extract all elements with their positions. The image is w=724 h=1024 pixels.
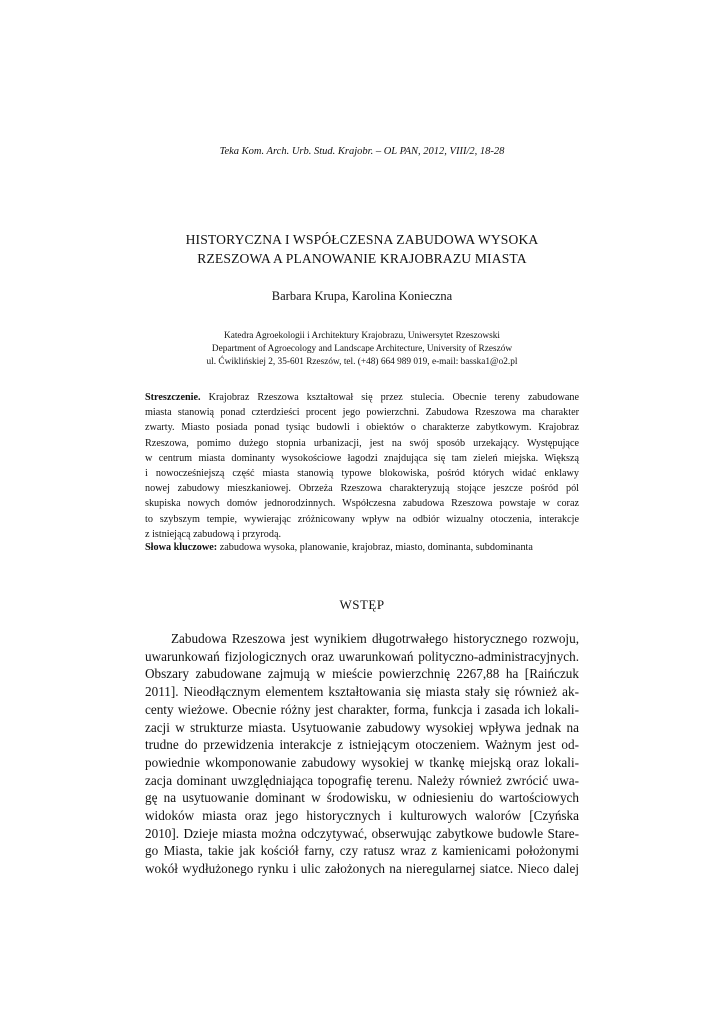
abstract xyxy=(145,390,579,542)
body-line: 2010]. Dzieje miasta można odczytywać, obserwując zabytkowe budowle Stare- xyxy=(145,825,579,841)
abstract-line: w centrum miasta dominanty wysokościowe łagodzi znajdująca się tam zieleń miejska. Większą xyxy=(145,452,579,464)
abstract-line: zwarty. Miasto posiada ponad tysiąc budowli i obiektów o charakterze zabytkowym. Krajobraz xyxy=(145,422,579,434)
affiliation-line-2: Department of Agroecology and Landscape Architecture, University of Rzeszów xyxy=(211,344,513,354)
body-line: go Miasta, takie jak kościół farny, czy ratusz wraz z kamienicami położonymi xyxy=(145,843,579,859)
body-line: trudne do przewidzenia interakcje z istniejącym otoczeniem. Ważnym jest od- xyxy=(145,737,579,753)
body-line: zacji w strukturze miasta. Usytuowanie zabudowy wysokiej wpływa jednak na xyxy=(145,719,579,735)
body-line: powiednie wkomponowanie zabudowy wysokiej w tkankę miejską oraz lokali- xyxy=(145,754,579,770)
article-title-line-1: HISTORYCZNA I WSPÓŁCZESNA ZABUDOWA WYSOKA xyxy=(185,232,539,247)
affiliation xyxy=(0,330,724,369)
keywords-text: zabudowa wysoka, planowanie, krajobraz, miasto, dominanta, subdominanta xyxy=(217,542,533,553)
body-line: gę na usytuowanie dominant w środowisku, w odniesieniu do wartościowych xyxy=(145,790,579,806)
body-line: wokół wydłużonego rynku i ulic założonych na nieregularnej siatce. Nieco dalej xyxy=(145,861,579,877)
abstract-line: z istniejącą zabudową i przyrodą. xyxy=(145,528,282,540)
body-paragraph xyxy=(145,630,579,878)
section-heading: WSTĘP xyxy=(339,597,385,612)
keywords-label: Słowa kluczowe: xyxy=(145,542,218,553)
body-line: widoków miasta oraz jego historycznych i kulturowych walorów [Czyńska xyxy=(145,808,579,824)
body-line: uwarunkowań fizjologicznych oraz uwarunkowań polityczno-administracyjnych. xyxy=(145,648,579,664)
body-line: centy wieżowe. Obecnie różny jest charakter, forma, funkcja i zasada ich lokali- xyxy=(145,701,579,717)
authors: Barbara Krupa, Karolina Konieczna xyxy=(271,289,453,303)
abstract-label: Streszczenie. xyxy=(145,392,201,403)
article-title-line-2: RZESZOWA A PLANOWANIE KRAJOBRAZU MIASTA xyxy=(197,251,527,266)
body-line: Obszary zabudowane zajmują w mieście powierzchnię 2267,88 ha [Raińczuk xyxy=(145,666,579,682)
journal-header: Teka Kom. Arch. Urb. Stud. Krajobr. – OL PAN, 2012, VIII/2, 18-28 xyxy=(219,146,505,157)
abstract-line: to szybszym tempie, wywierając zróżnicowany wpływ na odbiór wizualny otoczenia, interakcje xyxy=(145,513,579,525)
article-title xyxy=(100,230,624,268)
body-line: 2011]. Nieodłącznym elementem kształtowania się miasta stały się również ak- xyxy=(145,684,579,700)
abstract-line: Streszczenie. Krajobraz Rzeszowa kształtował się przez stulecia. Obecnie tereny zabudowane xyxy=(145,392,579,403)
abstract-line: i nowocześniejszą część miasta stanowią typowe blokowiska, pośród których widać enklawy xyxy=(145,468,579,480)
abstract-line: miasta stanowią ponad czterdzieści procent jego powierzchni. Zabudowa Rzeszowa ma charakter xyxy=(145,407,579,419)
affiliation-line-1: Katedra Agroekologii i Architektury Krajobrazu, Uniwersytet Rzeszowski xyxy=(224,331,500,341)
abstract-line: Rzeszowa, pomimo dużego stopnia urbanizacji, jest na swój sposób urzekający. Występujące xyxy=(145,437,579,449)
keywords xyxy=(145,541,585,555)
abstract-line: nowej zabudowy mieszkaniowej. Obrzeża Rzeszowa charakteryzują stojące jeszcze pośród pól xyxy=(145,483,579,495)
affiliation-line-3: ul. Ćwiklińskiej 2, 35-601 Rzeszów, tel. (+48) 664 989 019, e-mail: basska1@o2.pl xyxy=(206,357,518,367)
body-line: zacja dominant uwzględniająca topografię terenu. Należy również zwrócić uwa- xyxy=(145,772,579,788)
abstract-line: skupiska nowych domów jednorodzinnych. Współczesna zabudowa Rzeszowa powstaje w coraz xyxy=(145,498,579,510)
body-line: Zabudowa Rzeszowa jest wynikiem długotrwałego historycznego rozwoju, xyxy=(171,631,579,646)
